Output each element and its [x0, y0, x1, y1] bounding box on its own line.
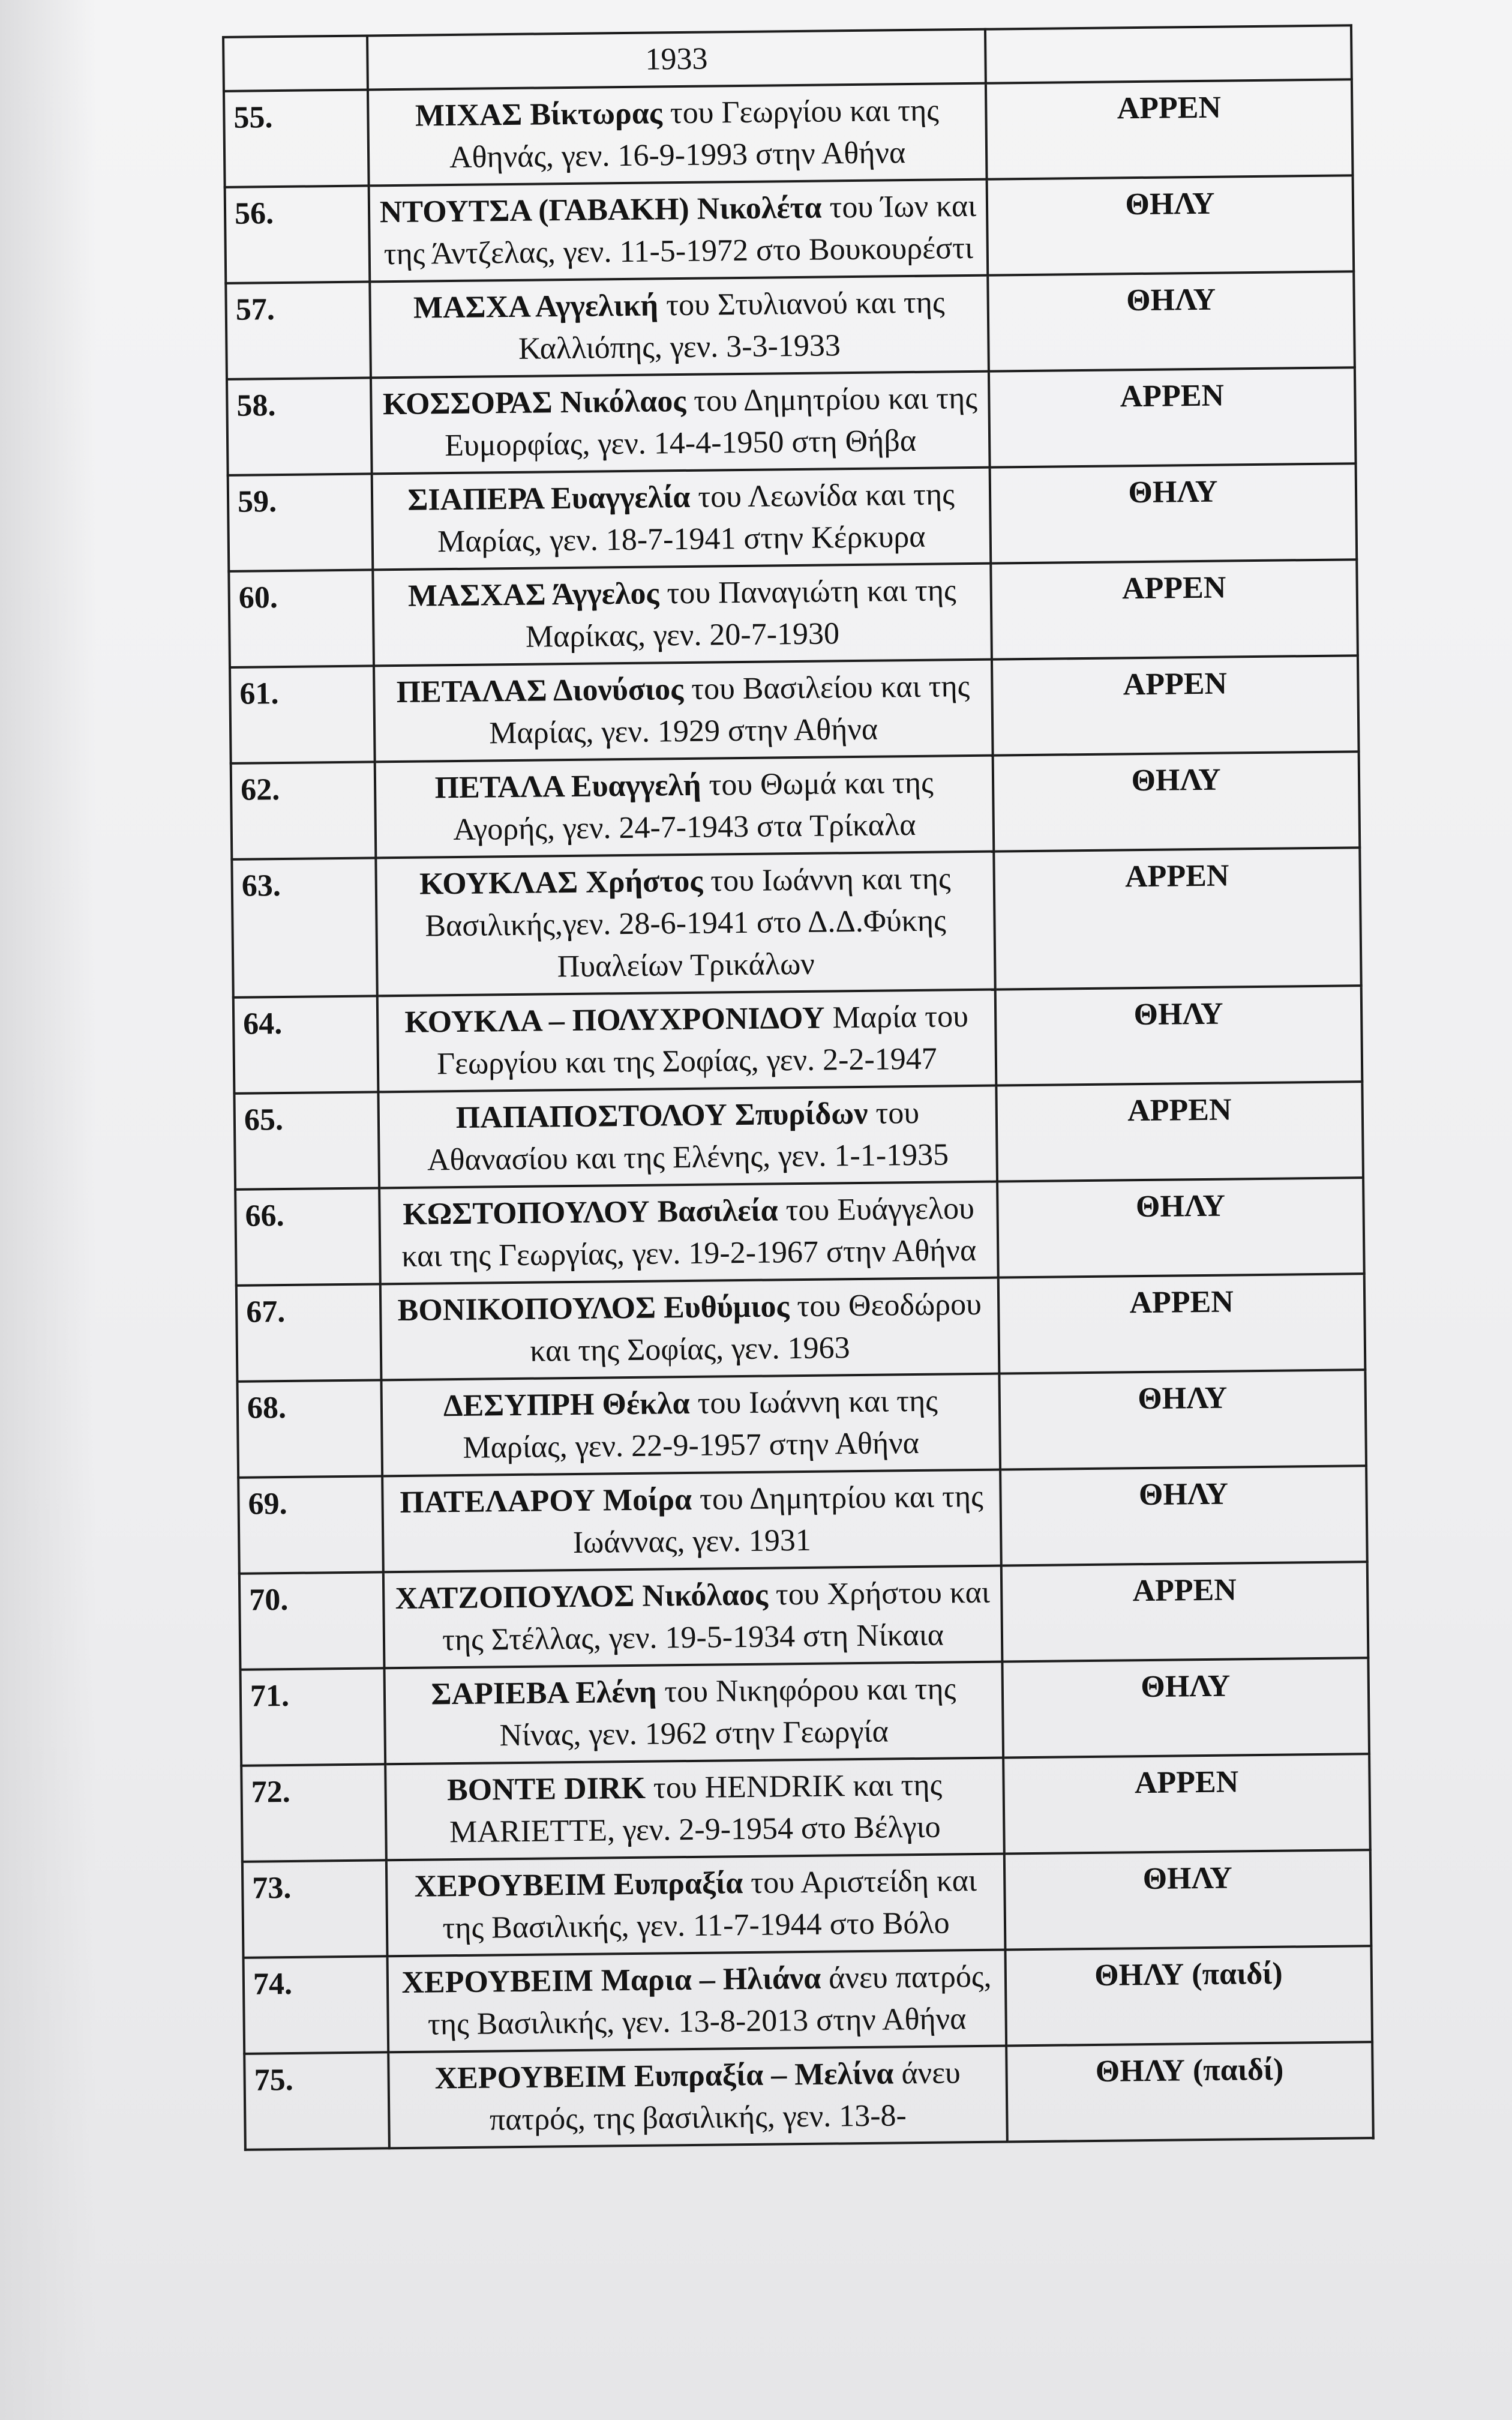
person-name: ΠΕΤΑΛΑ Ευαγγελή: [434, 768, 701, 805]
table-row: [225, 175, 1354, 283]
row-number: 74.: [244, 1956, 389, 2054]
table-row: [232, 847, 1361, 998]
row-sex: ΑΡΡΕΝ: [994, 847, 1361, 989]
row-number: 68.: [237, 1380, 382, 1478]
row-number: 70.: [239, 1572, 385, 1670]
row-text-cell: [380, 1278, 1000, 1380]
paper-shadow: [0, 0, 96, 2420]
row-text-cell: [378, 1086, 997, 1188]
person-name: ΜΙΧΑΣ Βίκτωρας: [415, 96, 663, 133]
row-text-cell: [370, 275, 989, 378]
row-sex: ΘΗΛΥ: [1004, 1850, 1372, 1949]
row-sex: ΑΡΡΕΝ: [998, 1274, 1366, 1373]
row-text-cell: [382, 1470, 1001, 1573]
person-details: άνευ πατρός, της βασιλικής, γεν. 13-8-: [489, 2056, 961, 2137]
row-sex: ΘΗΛΥ: [999, 1370, 1366, 1469]
row-sex: ΑΡΡΕΝ: [1003, 1754, 1370, 1853]
person-name: ΜΑΣΧΑ Αγγελική: [413, 288, 659, 325]
row-sex: ΑΡΡΕΝ: [989, 367, 1356, 467]
table-row: [226, 271, 1355, 379]
table-row: [242, 1850, 1372, 1958]
row-text-cell: [385, 1758, 1004, 1861]
row-text-cell: [376, 852, 995, 996]
row-text-cell: [374, 660, 993, 762]
table-row: [234, 1082, 1363, 1190]
table-row: [238, 1466, 1367, 1574]
table-row: [228, 463, 1357, 571]
row-text-cell: [381, 1374, 1000, 1476]
row-number: 55.: [224, 89, 369, 187]
row-sex: ΑΡΡΕΝ: [992, 655, 1359, 755]
person-name: ΧΕΡΟΥΒΕΙΜ Ευπραξία: [414, 1866, 743, 1904]
row-number: 56.: [225, 185, 370, 283]
person-details: του Αθανασίου και της Ελένης, γεν. 1-1-1935: [427, 1095, 949, 1178]
person-name: ΣΑΡΙΕΒΑ Ελένη: [431, 1675, 657, 1712]
person-name: ΧΕΡΟΥΒΕΙΜ Μαρια – Ηλιάνα: [401, 1961, 821, 2000]
person-name: ΧΑΤΖΟΠΟΥΛΟΣ Νικόλαος: [395, 1577, 769, 1616]
table-row: [244, 2042, 1373, 2150]
person-name: ΚΟΥΚΛΑΣ Χρήστος: [419, 864, 703, 901]
table-row: [241, 1754, 1370, 1862]
table-row: [235, 1178, 1364, 1286]
table-row: [230, 655, 1359, 763]
table-row: [227, 367, 1356, 475]
person-name: ΠΑΠΑΠΟΣΤΟΛΟΥ Σπυρίδων: [455, 1096, 868, 1136]
row-sex: ΑΡΡΕΝ: [986, 79, 1353, 179]
row-sex: ΘΗΛΥ: [1000, 1466, 1367, 1565]
person-details: του Αριστείδη και της Βασιλικής, γεν. 11-7-1944 στο Βόλο: [442, 1863, 977, 1946]
person-details: του Δημητρίου και της Ευμορφίας, γεν. 14-4-1950 στη Θήβα: [444, 381, 978, 463]
person-name: ΜΑΣΧΑΣ Άγγελος: [407, 576, 659, 613]
row-text-cell: [388, 2045, 1007, 2148]
row-text-cell: [375, 756, 994, 858]
row-number: 73.: [242, 1860, 388, 1958]
row-text-cell: [379, 1182, 998, 1284]
person-details: άνευ πατρός, της Βασιλικής, γεν. 13-8-2013 στην Αθήνα: [427, 1959, 992, 2042]
row-text-cell: [367, 29, 986, 90]
person-details: του Θωμά και της Αγορής, γεν. 24-7-1943 στα Τρίκαλα: [452, 765, 934, 847]
row-number: 65.: [234, 1092, 379, 1190]
row-sex: ΘΗΛΥ: [988, 271, 1355, 371]
person-name: ΚΩΣΤΟΠΟΥΛΟΥ Βασιλεία: [402, 1193, 778, 1232]
person-name: ΚΟΣΣΟΡΑΣ Νικόλαος: [382, 384, 686, 422]
person-name: ΒΟΝΙΚΟΠΟΥΛΟΣ Ευθύμιος: [397, 1289, 790, 1328]
person-details: του Ιωάννη και της Μαρίας, γεν. 22-9-1957 στην Αθήνα: [463, 1383, 938, 1465]
person-details: του Ιωάννη και της Βασιλικής,γεν. 28-6-1941 στο Δ.Δ.Φύκης Πυαλείων Τρικάλων: [425, 861, 951, 984]
row-text-cell: [386, 1854, 1006, 1957]
registry-table: [222, 24, 1375, 2151]
row-sex: ΘΗΛΥ (παιδί): [1005, 1946, 1372, 2045]
row-number: 59.: [228, 474, 373, 571]
person-details: του Γεωργίου και της Αθηνάς, γεν. 16-9-1993 στην Αθήνα: [449, 93, 940, 175]
row-number: 67.: [236, 1284, 382, 1382]
table-row: [224, 79, 1353, 187]
person-name: ΝΤΟΥΤΣΑ (ΓΑΒΑΚΗ) Νικολέτα: [379, 190, 822, 230]
table-row: [244, 1946, 1373, 2054]
row-sex: ΑΡΡΕΝ: [991, 559, 1358, 659]
table-row: [236, 1274, 1366, 1382]
row-text-cell: [383, 1566, 1003, 1669]
row-number: 72.: [241, 1764, 386, 1862]
table-row: [231, 751, 1360, 859]
person-details: του Λεωνίδα και της Μαρίας, γεν. 18-7-1941 στην Κέρκυρα: [437, 477, 955, 559]
person-details: του Δημητρίου και της Ιωάννας, γεν. 1931: [572, 1479, 984, 1561]
person-name: ΔΕΣΥΠΡΗ Θέκλα: [443, 1386, 690, 1424]
person-name: ΚΟΥΚΛΑ – ΠΟΛΥΧΡΟΝΙΔΟΥ: [404, 1001, 825, 1040]
person-name: ΧΕΡΟΥΒΕΙΜ Ευπραξία – Μελίνα: [434, 2056, 894, 2096]
person-details: του HENDRIK και της MARIETTE, γεν. 2-9-1954 στο Βέλγιο: [449, 1768, 943, 1850]
row-sex: ΑΡΡΕΝ: [1001, 1562, 1369, 1661]
row-number: 58.: [227, 378, 372, 475]
row-number: 63.: [232, 858, 377, 998]
row-sex: ΘΗΛΥ (παιδί): [1006, 2042, 1373, 2142]
person-name: ΣΙΑΠΕΡΑ Ευαγγελία: [407, 480, 691, 517]
row-text-cell: [372, 468, 991, 570]
table-row: [233, 986, 1363, 1094]
table-row: [229, 559, 1358, 667]
row-number: 62.: [231, 762, 376, 859]
row-number: 61.: [230, 666, 375, 763]
row-sex: ΘΗΛΥ: [990, 463, 1357, 563]
row-sex: ΘΗΛΥ: [987, 175, 1354, 275]
person-details: του Ίων και της Άντζελας, γεν. 11-5-1972 στο Βουκουρέστι: [383, 188, 977, 272]
row-number: 69.: [238, 1476, 383, 1574]
person-details: του Θεοδώρου και της Σοφίας, γεν. 1963: [530, 1287, 982, 1368]
person-name: ΠΑΤΕΛΑΡΟΥ Μοίρα: [400, 1482, 692, 1520]
person-details: του Νικηφόρου και της Νίνας, γεν. 1962 στην Γεωργία: [499, 1672, 956, 1753]
row-text-cell: [368, 83, 987, 186]
row-sex: ΘΗΛΥ: [997, 1178, 1364, 1277]
person-details: του Χρήστου και της Στέλλας, γεν. 19-5-1934 στη Νίκαια: [442, 1575, 991, 1658]
row-number: 66.: [235, 1188, 380, 1286]
row-sex-cell: [985, 25, 1352, 83]
row-number: 57.: [226, 281, 371, 379]
row-number-cell: [223, 35, 368, 91]
row-number: 71.: [241, 1668, 386, 1766]
row-sex: ΘΗΛΥ: [993, 751, 1360, 851]
person-name: ΠΕΤΑΛΑΣ Διονύσιος: [396, 672, 684, 710]
row-number: 75.: [244, 2052, 389, 2150]
table-row: [237, 1370, 1366, 1478]
row-text-cell: [384, 1662, 1003, 1765]
person-details: του Ευάγγελου και της Γεωργίας, γεν. 19-2-1967 στην Αθήνα: [401, 1191, 977, 1274]
table-row: [241, 1658, 1370, 1766]
person-details: Μαρία του Γεωργίου και της Σοφίας, γεν. 2-2-1947: [436, 999, 969, 1082]
document-sheet: [222, 24, 1387, 2377]
person-details: του Στυλιανού και της Καλλιόπης, γεν. 3-3-1933: [518, 285, 945, 366]
row-text-cell: [388, 1950, 1007, 2053]
continuation-year: 1933: [645, 41, 708, 77]
row-text-cell: [373, 564, 992, 666]
person-name: BONTE DIRK: [446, 1771, 646, 1808]
row-text-cell: [369, 179, 988, 282]
row-text-cell: [371, 372, 990, 474]
table-row: [239, 1562, 1369, 1670]
row-sex: ΑΡΡΕΝ: [996, 1082, 1363, 1181]
row-text-cell: [377, 990, 997, 1092]
row-number: 60.: [229, 570, 374, 667]
person-details: του Παναγιώτη και της Μαρίκας, γεν. 20-7-1930: [525, 573, 956, 654]
row-sex: ΘΗΛΥ: [995, 986, 1363, 1085]
person-details: του Βασιλείου και της Μαρίας, γεν. 1929 στην Αθήνα: [488, 669, 970, 751]
row-sex: ΘΗΛΥ: [1002, 1658, 1369, 1757]
row-number: 64.: [233, 996, 379, 1094]
